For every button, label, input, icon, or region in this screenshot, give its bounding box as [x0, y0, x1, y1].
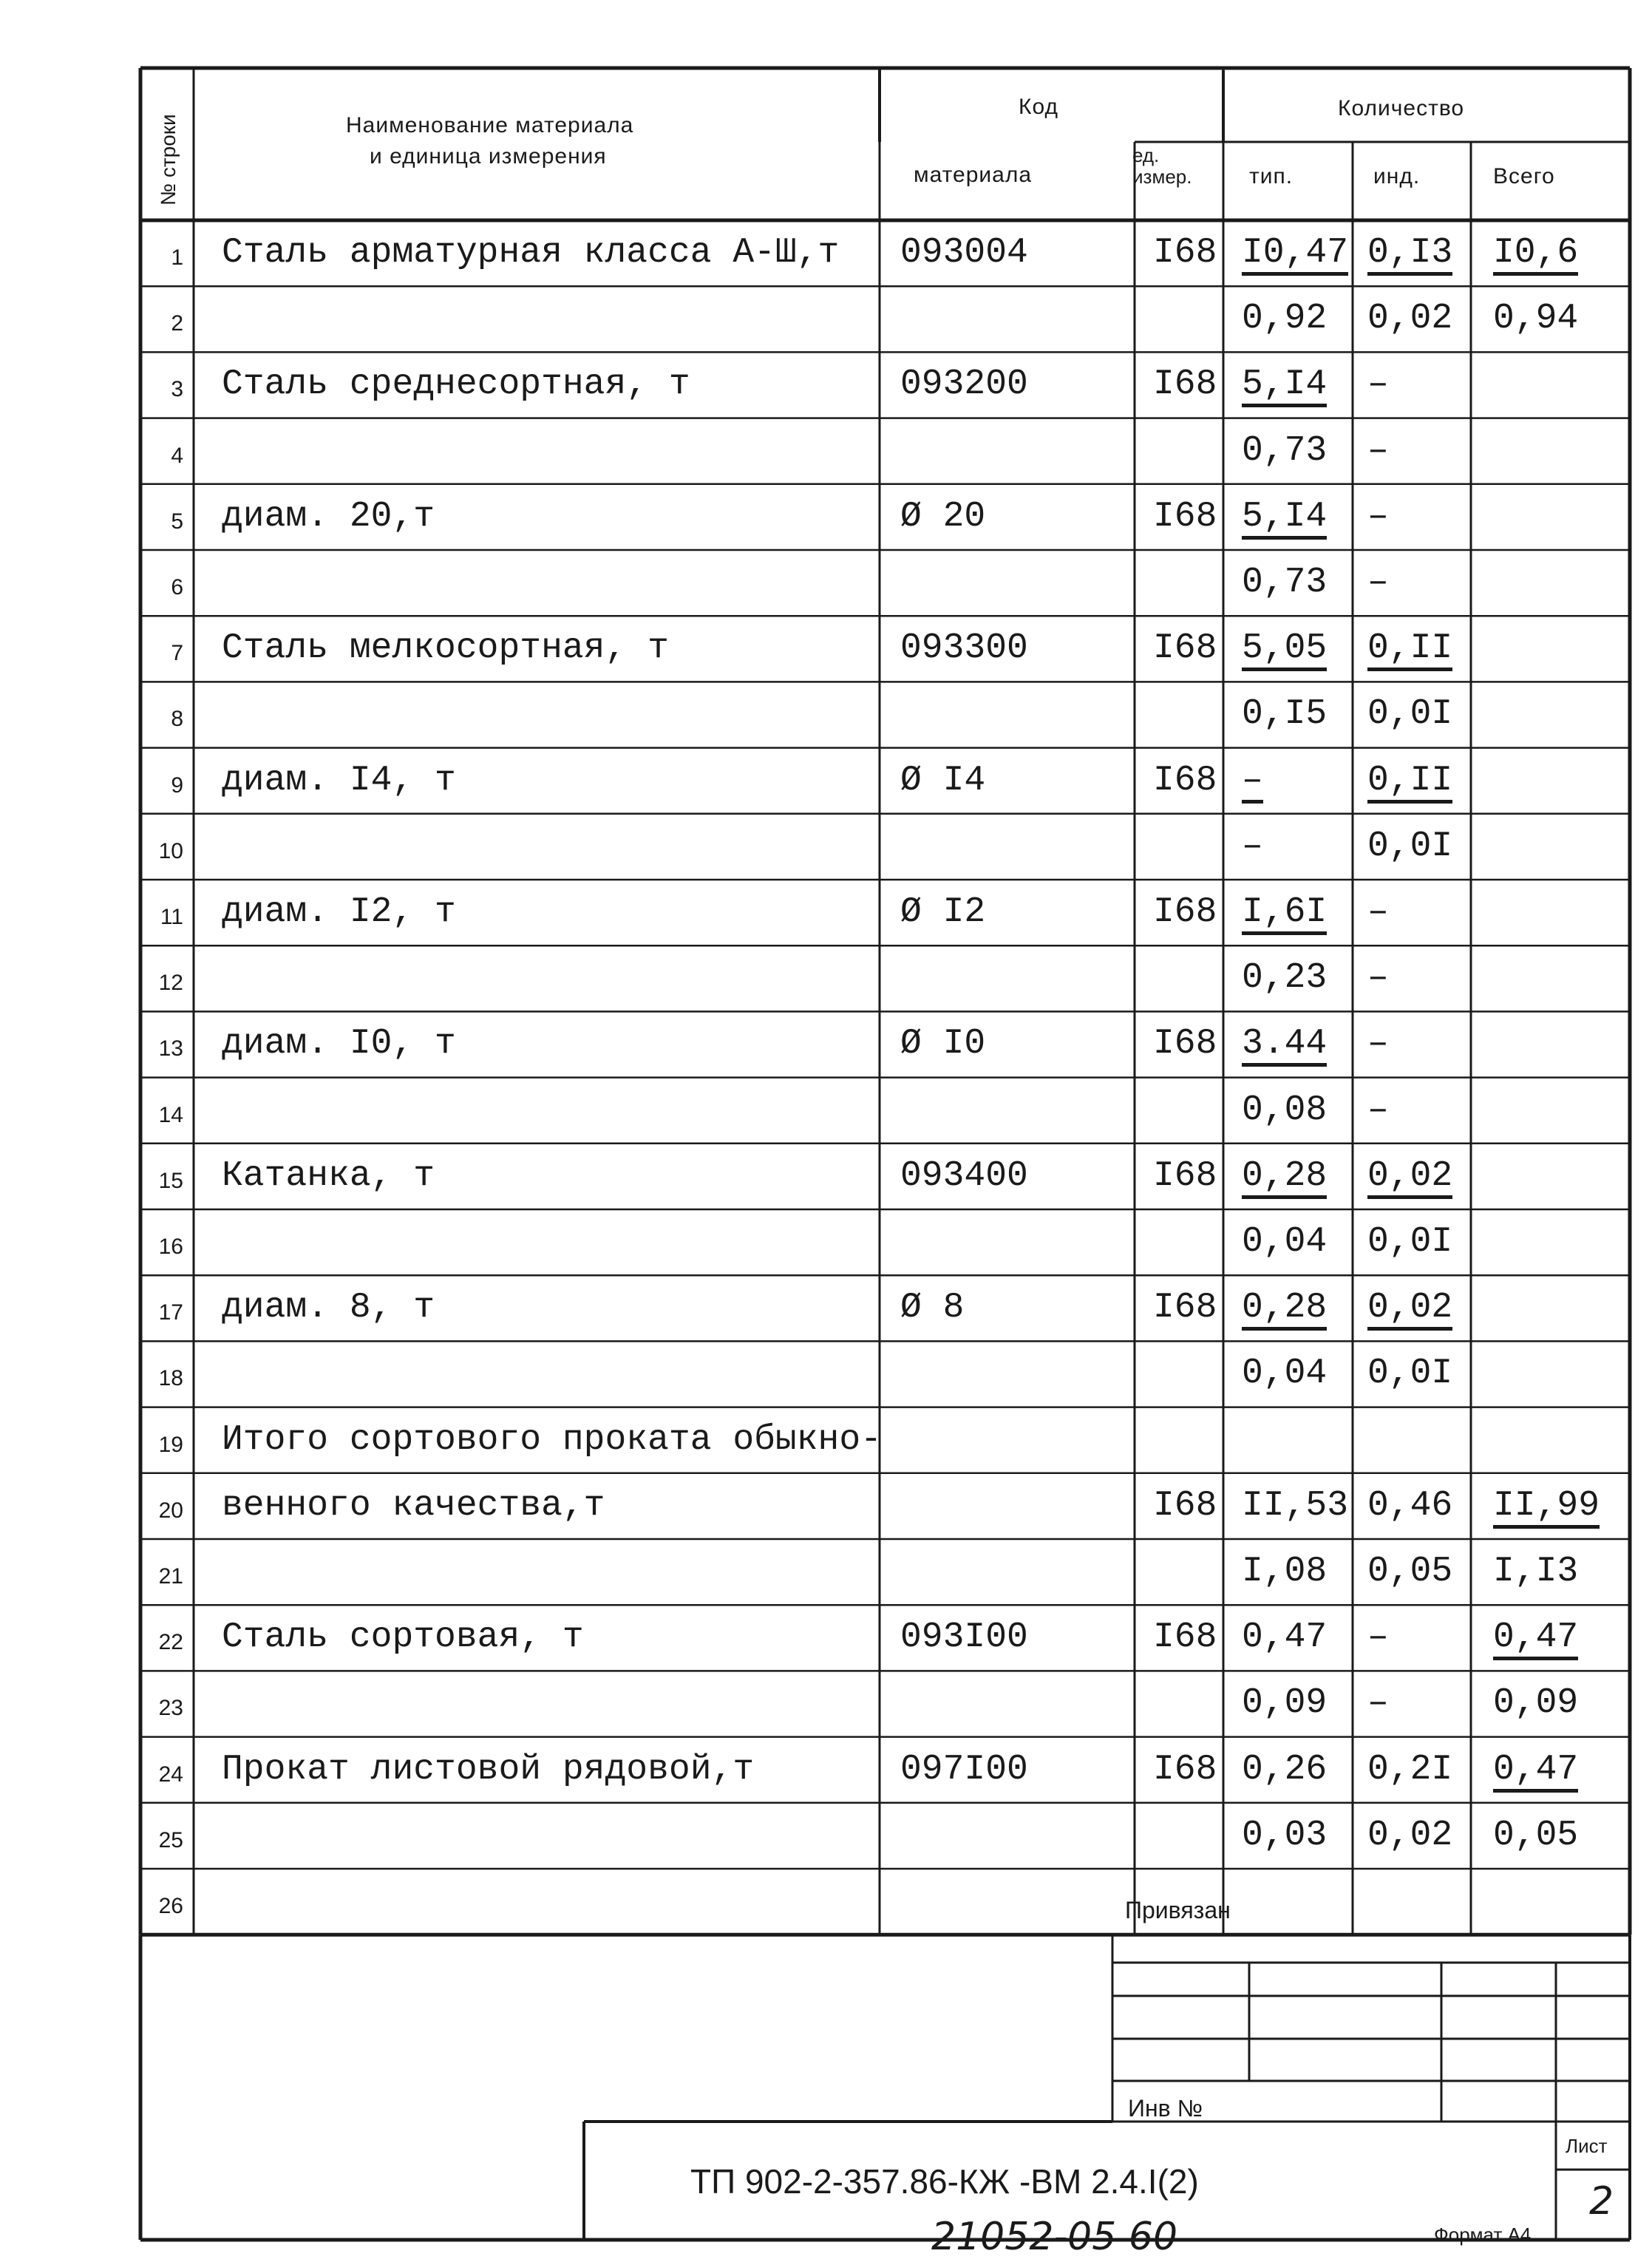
- row-number: 13: [158, 1036, 183, 1062]
- qty-total: 0,05: [1493, 1815, 1579, 1855]
- qty-individual: 0,02: [1367, 1158, 1452, 1199]
- material-code: 093400: [900, 1155, 1028, 1196]
- code-header: Код: [1019, 95, 1059, 119]
- qty-typical: 0,28: [1242, 1290, 1327, 1331]
- unit-code: I68: [1153, 1288, 1217, 1328]
- unit-code: I68: [1153, 233, 1217, 273]
- row-number: 11: [160, 905, 183, 929]
- material-name: Катанка, т: [222, 1155, 435, 1196]
- qty-individual: 0,II: [1367, 763, 1452, 804]
- qty-typical: 5,I4: [1242, 499, 1327, 540]
- qty-individual: 0,0I: [1367, 1354, 1453, 1394]
- row-number: 2: [171, 311, 183, 336]
- qty-typical: 0,47: [1242, 1617, 1328, 1658]
- material-code: 097I00: [900, 1749, 1028, 1790]
- material-name: диам. 8, т: [222, 1288, 435, 1328]
- qty-individual: –: [1367, 430, 1389, 471]
- qty-typical: I,08: [1242, 1552, 1328, 1592]
- qty-individual: –: [1367, 1024, 1389, 1064]
- qty-typical: 3.44: [1242, 1026, 1327, 1067]
- unit-code: I68: [1153, 1485, 1217, 1526]
- qty-individual: –: [1367, 563, 1389, 602]
- qty-individual: 0,02: [1367, 299, 1453, 339]
- qty-individual: –: [1367, 958, 1389, 999]
- row-number: 15: [158, 1168, 183, 1193]
- qty-total: II,99: [1493, 1488, 1600, 1529]
- row-number: 1: [171, 245, 183, 270]
- document-code: ТП 902-2-357.86-КЖ -ВМ 2.4.I(2): [690, 2162, 1199, 2201]
- qty-individual: –: [1367, 1683, 1389, 1724]
- unit-code: I68: [1153, 892, 1217, 932]
- qty-individual: 0,46: [1367, 1485, 1453, 1526]
- qty-typical: 0,04: [1242, 1354, 1328, 1394]
- name-header-line2: и единица измерения: [370, 144, 607, 169]
- qty-typical: 0,26: [1242, 1749, 1328, 1790]
- material-code: Ø I2: [900, 892, 986, 932]
- qty-typical: 0,28: [1242, 1158, 1327, 1199]
- qty-individual: 0,2I: [1367, 1749, 1453, 1790]
- row-number: 10: [158, 838, 183, 863]
- qty-individual: 0,0I: [1367, 826, 1453, 866]
- material-code: Ø 8: [900, 1288, 965, 1328]
- material-name: диам. I0, т: [222, 1024, 456, 1064]
- row-number: 19: [158, 1432, 183, 1457]
- qty-individual: –: [1367, 892, 1389, 932]
- row-number: 12: [158, 971, 183, 996]
- material-name: Сталь среднесортная, т: [222, 364, 690, 405]
- qty-individual: 0,0I: [1367, 694, 1453, 735]
- qty-total: I,I3: [1493, 1552, 1579, 1592]
- bound-label: Привязан: [1125, 1897, 1231, 1923]
- material-name: Итого сортового проката обыкно-: [222, 1419, 882, 1460]
- qty-typical: I0,47: [1242, 235, 1348, 276]
- qty-individual: 0,I3: [1367, 235, 1452, 276]
- material-code: 093200: [900, 364, 1028, 405]
- qty-individual: 0,II: [1367, 631, 1452, 671]
- unit-code: I68: [1153, 364, 1217, 405]
- material-code: 093004: [900, 233, 1028, 273]
- qty-total-header: Всего: [1493, 164, 1555, 188]
- qty-ind-header: инд.: [1373, 164, 1421, 188]
- row-number: 16: [158, 1234, 183, 1259]
- material-name: Сталь арматурная класса А-Ш,т: [222, 233, 840, 273]
- qty-total: 0,47: [1493, 1620, 1578, 1660]
- row-number: 25: [158, 1827, 183, 1852]
- unit-code: I68: [1153, 760, 1217, 801]
- row-number: 18: [158, 1366, 183, 1391]
- qty-individual: –: [1367, 1617, 1389, 1658]
- row-number-header: № строки: [157, 114, 180, 206]
- code-material-header: материала: [914, 163, 1033, 187]
- material-name: Прокат листовой рядовой,т: [222, 1749, 755, 1790]
- qty-typ-header: тип.: [1249, 164, 1294, 188]
- row-number: 3: [171, 377, 183, 402]
- row-number: 22: [158, 1630, 183, 1655]
- qty-typical: 0,09: [1242, 1683, 1328, 1724]
- qty-typical: 0,04: [1242, 1222, 1328, 1262]
- name-header-line1: Наименование материала: [346, 113, 634, 137]
- qty-individual: 0,0I: [1367, 1222, 1453, 1262]
- code-unit-header: ед. измер.: [1132, 144, 1192, 188]
- qty-typical: 0,73: [1242, 430, 1328, 471]
- row-number: 26: [158, 1894, 183, 1918]
- unit-code: I68: [1153, 628, 1217, 669]
- row-number: 23: [158, 1696, 183, 1721]
- unit-code: I68: [1153, 1617, 1217, 1658]
- qty-typical: 0,23: [1242, 958, 1328, 999]
- qty-typical: 0,03: [1242, 1815, 1328, 1855]
- qty-individual: 0,02: [1367, 1815, 1453, 1855]
- unit-code: I68: [1153, 1155, 1217, 1196]
- qty-individual: –: [1367, 496, 1389, 537]
- qty-total: 0,47: [1493, 1752, 1578, 1793]
- format-label: Формат А4: [1434, 2224, 1532, 2246]
- material-name: диам. 20,т: [222, 496, 435, 537]
- qty-total: 0,94: [1493, 299, 1579, 339]
- row-number: 17: [158, 1300, 183, 1325]
- qty-typical: 0,92: [1242, 299, 1328, 339]
- row-number: 14: [158, 1102, 183, 1127]
- qty-individual: 0,02: [1367, 1290, 1452, 1331]
- material-name: Сталь сортовая, т: [222, 1617, 584, 1658]
- unit-code: I68: [1153, 496, 1217, 537]
- row-number: 7: [171, 641, 183, 666]
- qty-typical: 5,I4: [1242, 367, 1327, 407]
- quantity-header: Количество: [1338, 96, 1465, 120]
- sheet-number: 2: [1589, 2179, 1614, 2224]
- material-name: венного качества,т: [222, 1485, 605, 1526]
- qty-typical: –: [1242, 826, 1263, 866]
- row-number: 24: [158, 1762, 183, 1787]
- row-number: 8: [171, 707, 183, 732]
- material-code: 093300: [900, 628, 1028, 669]
- qty-individual: 0,05: [1367, 1552, 1453, 1592]
- material-name: диам. I2, т: [222, 892, 456, 932]
- unit-code: I68: [1153, 1749, 1217, 1790]
- row-number: 6: [171, 575, 183, 600]
- material-name: диам. I4, т: [222, 760, 456, 801]
- row-number: 9: [171, 772, 183, 798]
- material-name: Сталь мелкосортная, т: [222, 628, 669, 669]
- qty-typical: II,53: [1242, 1485, 1349, 1526]
- qty-typical: I,6I: [1242, 894, 1327, 935]
- qty-typical: 0,08: [1242, 1090, 1328, 1130]
- row-number: 21: [158, 1564, 183, 1589]
- qty-total: I0,6: [1493, 235, 1578, 276]
- material-code: Ø I4: [900, 760, 986, 801]
- material-code: 093I00: [900, 1617, 1028, 1658]
- row-number: 5: [171, 509, 183, 534]
- qty-individual: –: [1367, 364, 1389, 405]
- material-code: Ø 20: [900, 496, 986, 537]
- inventory-label: Инв №: [1128, 2095, 1203, 2122]
- row-number: 4: [171, 443, 183, 468]
- qty-individual: –: [1367, 1090, 1389, 1130]
- qty-typical: –: [1242, 763, 1263, 804]
- qty-typical: 0,73: [1242, 563, 1328, 602]
- unit-code: I68: [1153, 1024, 1217, 1064]
- row-number: 20: [158, 1498, 183, 1523]
- qty-typical: 5,05: [1242, 631, 1327, 671]
- qty-total: 0,09: [1493, 1683, 1579, 1724]
- handwritten-number: 21052-05 60: [931, 2215, 1178, 2259]
- qty-typical: 0,I5: [1242, 694, 1328, 735]
- sheet-label: Лист: [1566, 2135, 1608, 2157]
- material-code: Ø I0: [900, 1024, 986, 1064]
